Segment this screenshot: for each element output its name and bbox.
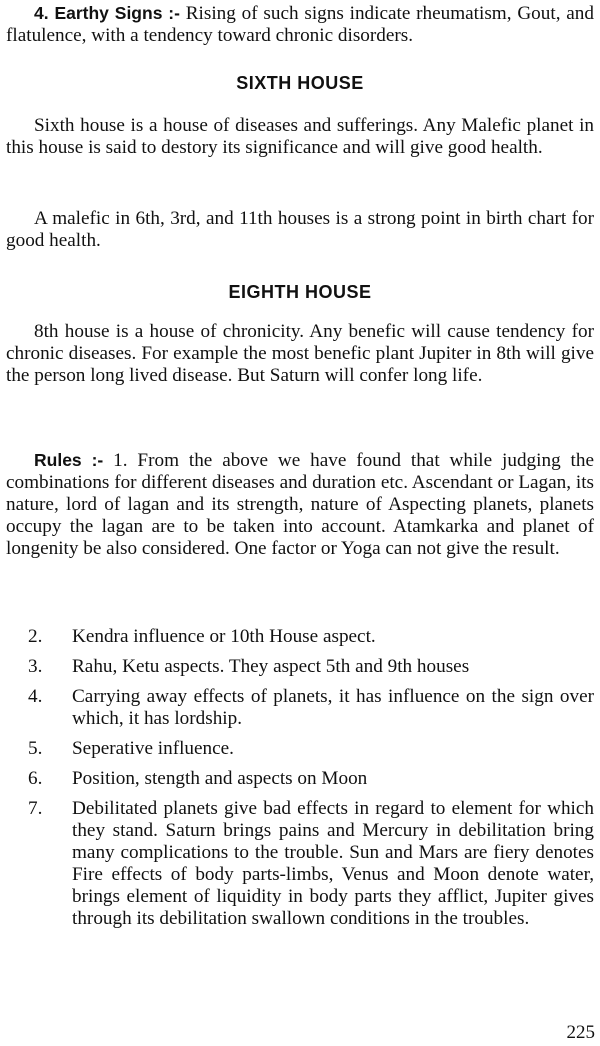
list-item-number: 3. [28, 656, 43, 677]
list-item [6, 798, 594, 930]
sixth-house-heading: SIXTH HOUSE [236, 73, 364, 93]
rules-list [6, 626, 594, 930]
list-item-text: Position, stength and aspects on Moon [72, 768, 368, 789]
list-item [6, 768, 594, 790]
list-item [6, 656, 594, 678]
list-item [6, 738, 594, 760]
list-item-number: 2. [28, 626, 43, 647]
list-item-number: 6. [28, 768, 43, 789]
rules-text: 1. From the above we have found that while judging the combinations for different diseases and duration etc. Ascendant or Lagan, its nature, lord of lagan and its strength, nature of Aspecting planets, planets occupy the lagan are to be taken into account. Atamkarka and planet of longenity be also considered. One factor or Yoga can not give the result. [6, 450, 594, 559]
page-number: 225 [566, 1022, 595, 1043]
eighth-house-paragraph: 8th house is a house of chronicity. Any benefic will cause tendency for chronic diseases. For example the most benefic plant Jupiter in 8th will give the person long lived disease. But Saturn will confer long life. [6, 321, 594, 386]
rules-label: Rules :- [34, 450, 104, 470]
earthy-signs-text: Rising of such signs indicate rheumatism, Gout, and flatulence, with a tendency toward chronic disorders. [6, 3, 594, 46]
list-item-number: 4. [28, 686, 43, 707]
list-item-text: Seperative influence. [72, 738, 234, 759]
list-item-text: Carrying away effects of planets, it has influence on the sign over which, it has lordship. [72, 686, 594, 729]
list-item-text: Debilitated planets give bad effects in regard to element for which they stand. Saturn brings pains and Mercury in debilitation bring many complications to the trouble. Sun and Mars are fiery denotes Fire effects of body parts-limbs, Venus and Moon denote water, brings element of liquidity in body parts they afflict, Jupiter gives through its debilitation swallown conditions in the troubles. [72, 798, 594, 929]
sixth-house-paragraph-2: A malefic in 6th, 3rd, and 11th houses is a strong point in birth chart for good health. [6, 208, 594, 251]
list-item-number: 7. [28, 798, 43, 819]
earthy-signs-label: 4. Earthy Signs :- [34, 3, 180, 23]
rules-paragraph [6, 449, 594, 560]
list-item [6, 626, 594, 648]
list-item-number: 5. [28, 738, 43, 759]
list-item [6, 686, 594, 730]
list-item-text: Rahu, Ketu aspects. They aspect 5th and 9th houses [72, 656, 470, 677]
sixth-house-paragraph-1: Sixth house is a house of diseases and sufferings. Any Malefic planet in this house is said to destory its significance and will give good health. [6, 115, 594, 158]
list-item-text: Kendra influence or 10th House aspect. [72, 626, 376, 647]
earthy-signs-paragraph [6, 2, 594, 47]
eighth-house-heading: EIGHTH HOUSE [228, 282, 372, 302]
